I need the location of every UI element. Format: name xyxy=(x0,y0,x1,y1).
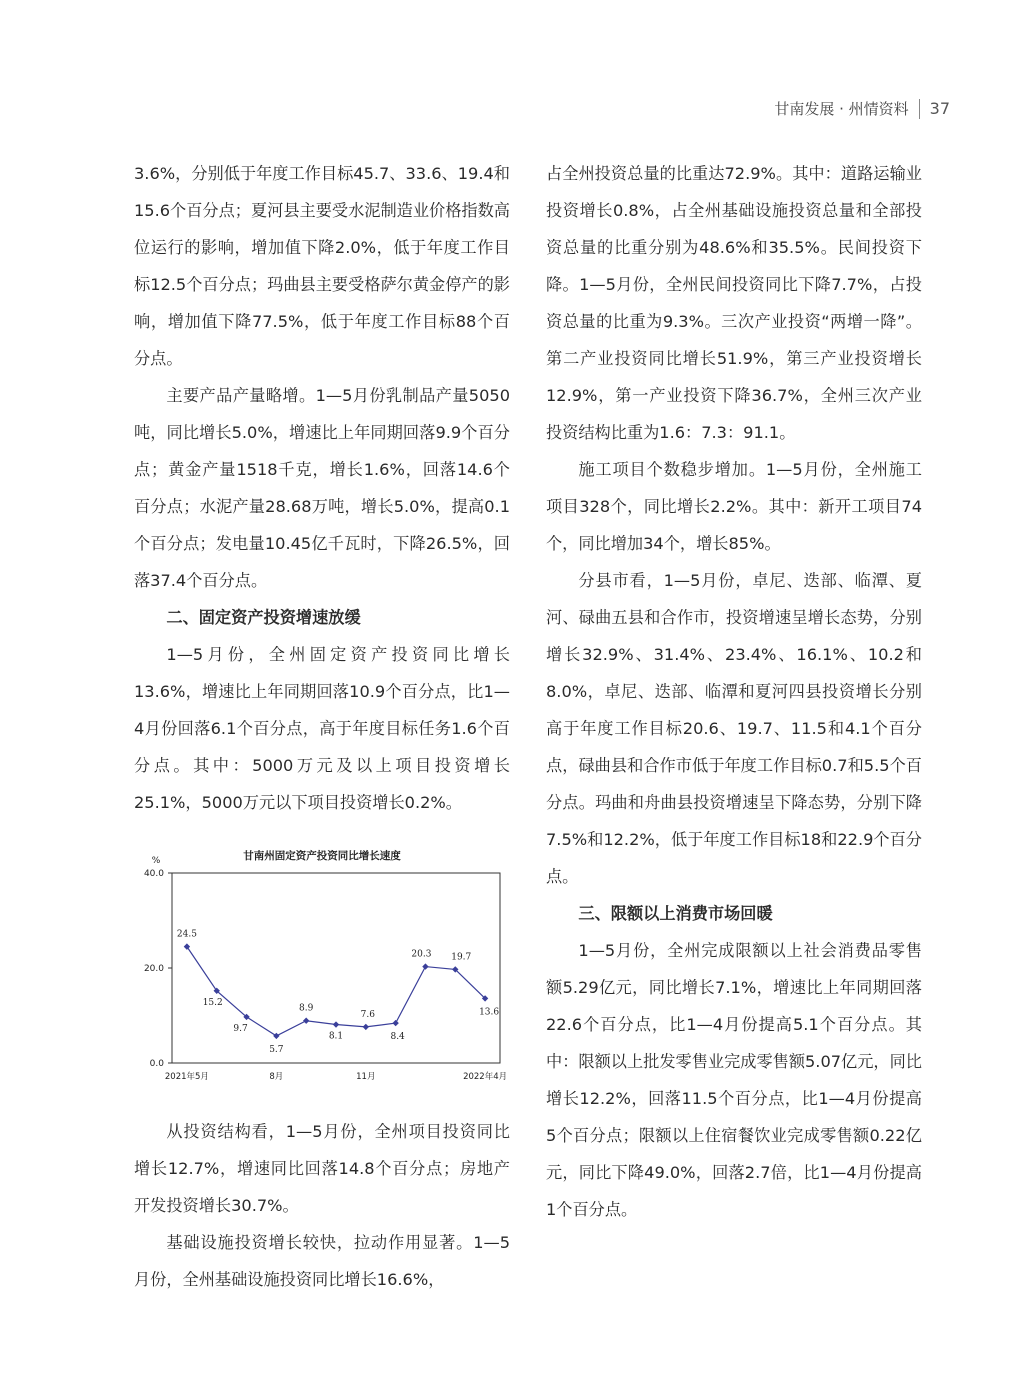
y-tick-label: 40.0 xyxy=(143,869,164,879)
data-point xyxy=(273,1033,279,1039)
paragraph: 3.6%，分别低于年度工作目标45.7、33.6、19.4和15.6个百分点；夏河县主要受水泥制造业价格指数高位运行的影响，增加值下降2.0%，低于年度工作目标12.5个百分点；玛曲县主要受格萨尔黄金停产的影响，增加值下降77.5%，低于年度工作目标88个百分点。 xyxy=(134,164,510,368)
data-point xyxy=(392,1020,398,1026)
paragraph: 从投资结构看，1—5月份，全州项目投资同比增长12.7%，增速同比回落14.8个百分点；房地产开发投资增长30.7%。 xyxy=(134,1122,510,1215)
chart-svg xyxy=(134,839,510,1089)
investment-growth-chart xyxy=(134,839,510,1089)
paragraph: 分县市看，1—5月份，卓尼、迭部、临潭、夏河、碌曲五县和合作市，投资增速呈增长态势，分别增长32.9%、31.4%、23.4%、16.1%、10.2和8.0%，卓尼、迭部、临潭和夏河四县投资增长分别高于年度工作目标20.6、19.7、11.5和4.1个百分点，碌曲县和合作市低于年度工作目标0.7和5.5个百分点。玛曲和舟曲县投资增速呈下降态势，分别下降7.5%和12.2%，低于年度工作目标18和22.9个百分点。 xyxy=(546,571,922,886)
data-label: 8.9 xyxy=(299,1003,314,1014)
data-label: 15.2 xyxy=(202,997,223,1008)
paragraph: 占全州投资总量的比重达72.9%。其中：道路运输业投资增长0.8%，占全州基础设施投资总量和全部投资总量的比重分别为48.6%和35.5%。民间投资下降。1—5月份，全州民间投资同比下降7.7%，占投资总量的比重为9.3%。三次产业投资“两增一降”。第二产业投资同比增长51.9%，第三产业投资增长12.9%，第一产业投资下降36.7%，全州三次产业投资结构比重为1.6：7.3：91.1。 xyxy=(546,164,922,442)
data-label: 5.7 xyxy=(269,1044,284,1055)
data-label: 13.6 xyxy=(479,1007,500,1018)
data-point xyxy=(363,1024,369,1030)
data-label: 7.6 xyxy=(360,1009,375,1020)
header-title: 甘南发展 · 州情资料 xyxy=(774,100,909,118)
header-divider xyxy=(919,99,920,119)
data-label: 8.4 xyxy=(390,1032,405,1043)
x-tick-label: 2022年4月 xyxy=(463,1072,508,1082)
data-point xyxy=(303,1018,309,1024)
x-tick-label: 11月 xyxy=(356,1072,376,1082)
page-number: 37 xyxy=(929,99,950,118)
section-heading: 二、固定资产投资增速放缓 xyxy=(166,608,361,627)
y-tick-label: 20.0 xyxy=(143,964,164,974)
data-point xyxy=(333,1021,339,1027)
x-tick-label: 2021年5月 xyxy=(164,1072,209,1082)
left-column xyxy=(134,155,510,1298)
chart-title: 甘南州固定资产投资同比增长速度 xyxy=(243,850,401,862)
y-tick-label: 0.0 xyxy=(149,1059,164,1069)
paragraph: 1—5月份，全州固定资产投资同比增长13.6%，增速比上年同期回落10.9个百分点，比1—4月份回落6.1个百分点，高于年度目标任务1.6个百分点。其中：5000万元及以上项目投资增长25.1%，5000万元以下项目投资增长0.2%。 xyxy=(134,645,510,812)
data-point xyxy=(184,943,190,949)
data-label: 20.3 xyxy=(411,949,432,960)
paragraph: 基础设施投资增长较快，拉动作用显著。1—5月份，全州基础设施投资同比增长16.6%， xyxy=(134,1233,510,1289)
data-label: 24.5 xyxy=(176,929,197,940)
paragraph: 1—5月份，全州完成限额以上社会消费品零售额5.29亿元，同比增长7.1%，增速比上年同期回落22.6个百分点，比1—4月份提高5.1个百分点。其中：限额以上批发零售业完成零售额5.07亿元，同比增长12.2%，回落11.5个百分点，比1—4月份提高5个百分点；限额以上住宿餐饮业完成零售额0.22亿元，同比下降49.0%，回落2.7倍，比1—4月份提高1个百分点。 xyxy=(546,941,922,1219)
data-label: 9.7 xyxy=(233,1023,248,1034)
section-heading: 三、限额以上消费市场回暖 xyxy=(578,904,773,923)
y-axis-unit: % xyxy=(151,856,161,866)
data-point xyxy=(422,963,428,969)
right-column xyxy=(546,155,922,1228)
running-header xyxy=(774,98,950,119)
x-tick-label: 8月 xyxy=(269,1072,284,1082)
paragraph: 施工项目个数稳步增加。1—5月份，全州施工项目328个，同比增长2.2%。其中：新开工项目74个，同比增加34个，增长85%。 xyxy=(546,460,922,553)
data-label: 8.1 xyxy=(328,1031,344,1042)
data-label: 19.7 xyxy=(451,952,472,963)
paragraph: 主要产品产量略增。1—5月份乳制品产量5050吨，同比增长5.0%，增速比上年同期回落9.9个百分点；黄金产量1518千克，增长1.6%，回落14.6个百分点；水泥产量28.68万吨，增长5.0%，提高0.1个百分点；发电量10.45亿千瓦时，下降26.5%，回落37.4个百分点。 xyxy=(134,386,510,590)
